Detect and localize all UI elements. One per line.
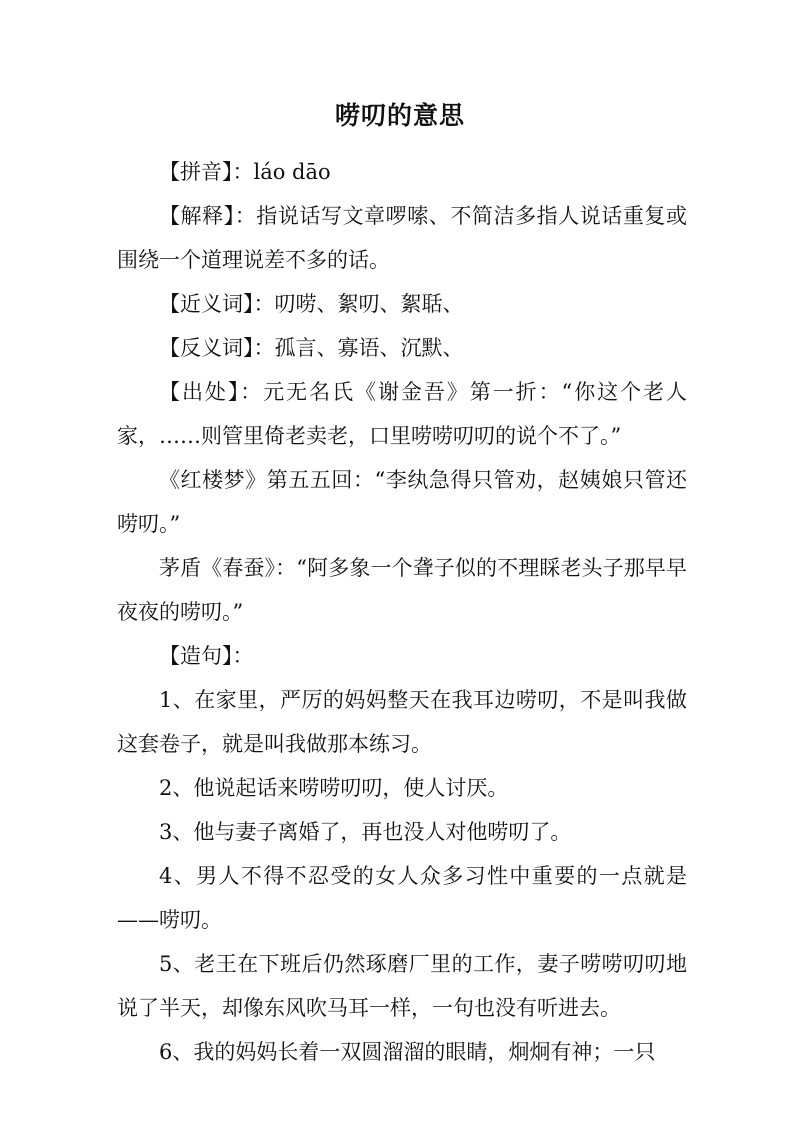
example-sentence: 3、他与妻子离婚了，再也没人对他唠叨了。: [159, 820, 572, 844]
source-paragraph: 《红楼梦》第五五回：“李纨急得只管劝，赵姨娘只管还唠叨。”: [117, 468, 687, 536]
example-sentence: 4、男人不得不忍受的女人众多习性中重要的一点就是——唠叨。: [117, 864, 687, 932]
example-sentence: 1、在家里，严厉的妈妈整天在我耳边唠叨，不是叫我做这套卷子，就是叫我做那本练习。: [117, 688, 687, 756]
document-title: 唠叨的意思: [334, 101, 465, 130]
pinyin-paragraph: 【拼音】：láo dāo: [159, 160, 331, 184]
example-sentence: 2、他说起话来唠唠叨叨，使人讨厌。: [159, 776, 509, 800]
example-sentence: 6、我的妈妈长着一双圆溜溜的眼睛，炯炯有神；一只: [159, 1040, 656, 1064]
explanation-paragraph: 【解释】：指说话写文章啰嗦、不简洁多指人说话重复或围绕一个道理说差不多的话。: [117, 204, 687, 272]
synonyms-paragraph: 【近义词】：叨唠、絮叨、絮聒、: [159, 292, 464, 316]
example-sentence: 5、老王在下班后仍然琢磨厂里的工作，妻子唠唠叨叨地说了半天，却像东风吹马耳一样，一句也没有听进去。: [117, 952, 687, 1020]
source-paragraph: 茅盾《春蚕》：“阿多象一个聋子似的不理睬老头子那早早夜夜的唠叨。”: [117, 556, 687, 624]
example-sentences-heading: 【造句】：: [159, 644, 254, 668]
antonyms-paragraph: 【反义词】：孤言、寡语、沉默、: [159, 336, 464, 360]
document-body: [117, 150, 687, 1074]
source-paragraph: 【出处】：元无名氏《谢金吾》第一折：“你这个老人家，……则管里倚老卖老，口里唠唠叨叨的说个不了。”: [117, 380, 687, 448]
